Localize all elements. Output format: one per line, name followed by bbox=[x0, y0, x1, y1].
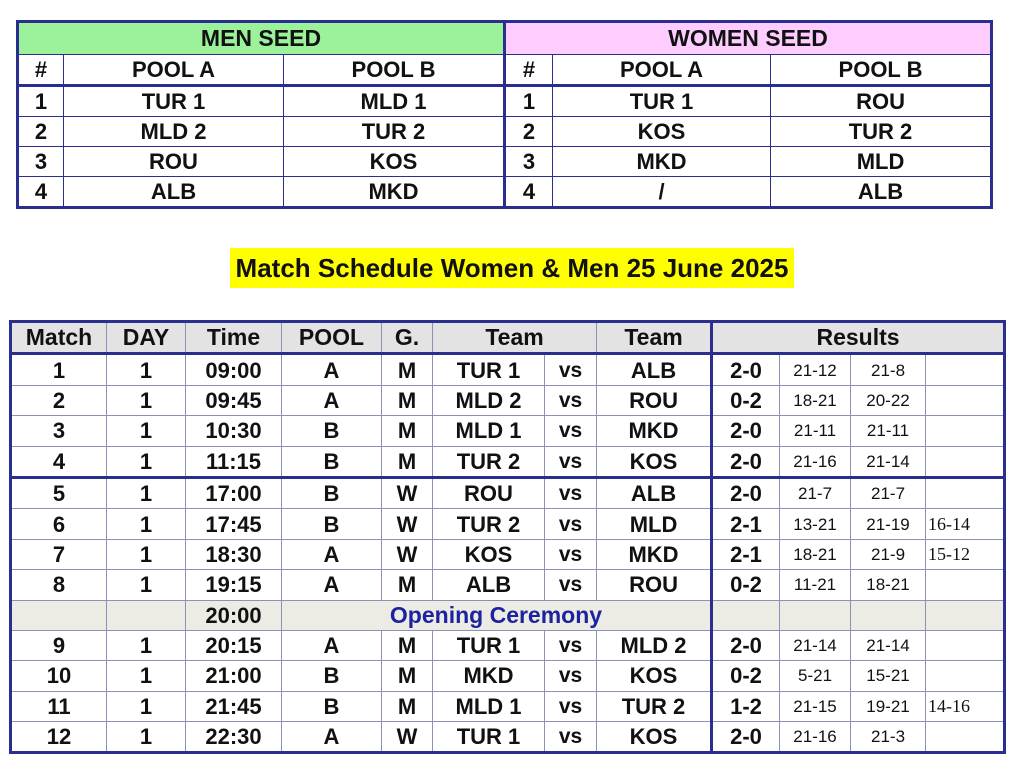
ceremony-empty-cell bbox=[851, 600, 926, 630]
match-number: 8 bbox=[11, 570, 107, 600]
women-seed-num: 2 bbox=[505, 117, 553, 147]
set-3-score bbox=[926, 385, 1005, 415]
set-3-score bbox=[926, 722, 1005, 753]
match-result: 2-1 bbox=[712, 509, 780, 539]
team-2: MKD bbox=[597, 539, 712, 569]
ceremony-label: Opening Ceremony bbox=[282, 600, 712, 630]
match-pool: A bbox=[282, 570, 382, 600]
match-gender: M bbox=[382, 446, 433, 477]
match-day: 1 bbox=[107, 539, 186, 569]
team-2: KOS bbox=[597, 446, 712, 477]
match-gender: M bbox=[382, 354, 433, 385]
match-row bbox=[11, 630, 1005, 660]
set-2-score: 20-22 bbox=[851, 385, 926, 415]
vs-label: vs bbox=[545, 509, 597, 539]
vs-label: vs bbox=[545, 630, 597, 660]
team-2: MLD 2 bbox=[597, 630, 712, 660]
schedule-table bbox=[9, 320, 1006, 754]
schedule-header-row bbox=[11, 322, 1005, 354]
match-day: 1 bbox=[107, 570, 186, 600]
match-result: 2-0 bbox=[712, 630, 780, 660]
match-day: 1 bbox=[107, 661, 186, 691]
set-3-score bbox=[926, 416, 1005, 446]
match-gender: W bbox=[382, 509, 433, 539]
seed-column-header-row bbox=[18, 55, 992, 86]
match-time: 21:00 bbox=[186, 661, 282, 691]
match-gender: M bbox=[382, 630, 433, 660]
vs-label: vs bbox=[545, 416, 597, 446]
team-2: MLD bbox=[597, 509, 712, 539]
set-2-score: 21-14 bbox=[851, 630, 926, 660]
women-pool-a-team: MKD bbox=[553, 147, 771, 177]
match-gender: M bbox=[382, 691, 433, 721]
match-number: 6 bbox=[11, 509, 107, 539]
ceremony-time: 20:00 bbox=[186, 600, 282, 630]
match-row bbox=[11, 446, 1005, 477]
match-row bbox=[11, 509, 1005, 539]
set-1-score: 21-12 bbox=[780, 354, 851, 385]
day-header: DAY bbox=[107, 322, 186, 354]
match-day: 1 bbox=[107, 416, 186, 446]
men-pool-b-team: MLD 1 bbox=[284, 86, 505, 117]
match-header: Match bbox=[11, 322, 107, 354]
match-pool: A bbox=[282, 630, 382, 660]
match-result: 2-0 bbox=[712, 446, 780, 477]
time-header: Time bbox=[186, 322, 282, 354]
team-1: KOS bbox=[433, 539, 545, 569]
team-2: ROU bbox=[597, 570, 712, 600]
team-1: MLD 1 bbox=[433, 416, 545, 446]
match-day: 1 bbox=[107, 630, 186, 660]
match-time: 19:15 bbox=[186, 570, 282, 600]
set-3-score: 15-12 bbox=[926, 539, 1005, 569]
match-row bbox=[11, 539, 1005, 569]
match-row bbox=[11, 416, 1005, 446]
match-row bbox=[11, 722, 1005, 753]
match-gender: M bbox=[382, 416, 433, 446]
ceremony-empty-cell bbox=[780, 600, 851, 630]
seed-row bbox=[18, 117, 992, 147]
team-1: TUR 2 bbox=[433, 446, 545, 477]
women-seed-num: 4 bbox=[505, 177, 553, 208]
women-pool-a-header: POOL A bbox=[553, 55, 771, 86]
set-3-score bbox=[926, 477, 1005, 508]
seed-row bbox=[18, 147, 992, 177]
men-pool-a-team: ALB bbox=[64, 177, 284, 208]
men-pool-b-team: KOS bbox=[284, 147, 505, 177]
team-2: ALB bbox=[597, 477, 712, 508]
schedule-title-wrap bbox=[0, 248, 1024, 288]
match-number: 12 bbox=[11, 722, 107, 753]
match-result: 2-1 bbox=[712, 539, 780, 569]
ceremony-empty-cell bbox=[712, 600, 780, 630]
match-time: 17:00 bbox=[186, 477, 282, 508]
set-2-score: 21-9 bbox=[851, 539, 926, 569]
vs-label: vs bbox=[545, 446, 597, 477]
ceremony-empty-cell bbox=[107, 600, 186, 630]
set-2-score: 21-11 bbox=[851, 416, 926, 446]
set-1-score: 13-21 bbox=[780, 509, 851, 539]
match-pool: B bbox=[282, 477, 382, 508]
vs-label: vs bbox=[545, 661, 597, 691]
set-1-score: 21-16 bbox=[780, 446, 851, 477]
team-1: TUR 2 bbox=[433, 509, 545, 539]
match-result: 0-2 bbox=[712, 570, 780, 600]
men-pool-a-team: MLD 2 bbox=[64, 117, 284, 147]
men-pool-a-header: POOL A bbox=[64, 55, 284, 86]
schedule-title: Match Schedule Women & Men 25 June 2025 bbox=[230, 248, 795, 288]
match-day: 1 bbox=[107, 477, 186, 508]
set-2-score: 21-14 bbox=[851, 446, 926, 477]
women-pool-b-team: TUR 2 bbox=[771, 117, 992, 147]
match-pool: B bbox=[282, 661, 382, 691]
seed-header-row bbox=[18, 22, 992, 55]
match-result: 0-2 bbox=[712, 661, 780, 691]
match-pool: B bbox=[282, 446, 382, 477]
team-1: MLD 2 bbox=[433, 385, 545, 415]
match-time: 09:00 bbox=[186, 354, 282, 385]
match-time: 20:15 bbox=[186, 630, 282, 660]
set-2-score: 18-21 bbox=[851, 570, 926, 600]
set-2-score: 21-19 bbox=[851, 509, 926, 539]
match-row bbox=[11, 570, 1005, 600]
set-1-score: 21-14 bbox=[780, 630, 851, 660]
team-1: ROU bbox=[433, 477, 545, 508]
team-1: TUR 1 bbox=[433, 354, 545, 385]
match-time: 09:45 bbox=[186, 385, 282, 415]
match-number: 4 bbox=[11, 446, 107, 477]
match-gender: M bbox=[382, 385, 433, 415]
ceremony-empty-cell bbox=[11, 600, 107, 630]
pool-header: POOL bbox=[282, 322, 382, 354]
team-2: KOS bbox=[597, 722, 712, 753]
set-3-score bbox=[926, 661, 1005, 691]
match-number: 11 bbox=[11, 691, 107, 721]
match-row bbox=[11, 691, 1005, 721]
match-time: 18:30 bbox=[186, 539, 282, 569]
set-1-score: 11-21 bbox=[780, 570, 851, 600]
women-num-header: # bbox=[505, 55, 553, 86]
match-result: 2-0 bbox=[712, 477, 780, 508]
set-1-score: 5-21 bbox=[780, 661, 851, 691]
match-result: 2-0 bbox=[712, 416, 780, 446]
set-3-score bbox=[926, 446, 1005, 477]
match-day: 1 bbox=[107, 385, 186, 415]
match-row bbox=[11, 385, 1005, 415]
match-time: 22:30 bbox=[186, 722, 282, 753]
team-2: TUR 2 bbox=[597, 691, 712, 721]
gender-header: G. bbox=[382, 322, 433, 354]
set-2-score: 21-7 bbox=[851, 477, 926, 508]
match-number: 5 bbox=[11, 477, 107, 508]
ceremony-row bbox=[11, 600, 1005, 630]
match-gender: W bbox=[382, 722, 433, 753]
results-header: Results bbox=[712, 322, 1005, 354]
ceremony-empty-cell bbox=[926, 600, 1005, 630]
women-seed-num: 1 bbox=[505, 86, 553, 117]
team-2: ALB bbox=[597, 354, 712, 385]
vs-label: vs bbox=[545, 477, 597, 508]
match-gender: M bbox=[382, 570, 433, 600]
vs-label: vs bbox=[545, 722, 597, 753]
team-1: TUR 1 bbox=[433, 722, 545, 753]
match-number: 10 bbox=[11, 661, 107, 691]
match-day: 1 bbox=[107, 509, 186, 539]
match-result: 1-2 bbox=[712, 691, 780, 721]
set-1-score: 18-21 bbox=[780, 539, 851, 569]
women-pool-a-team: TUR 1 bbox=[553, 86, 771, 117]
men-seed-num: 2 bbox=[18, 117, 64, 147]
women-pool-b-team: ROU bbox=[771, 86, 992, 117]
team-1: ALB bbox=[433, 570, 545, 600]
team-1: TUR 1 bbox=[433, 630, 545, 660]
set-2-score: 21-3 bbox=[851, 722, 926, 753]
men-seed-header: MEN SEED bbox=[18, 22, 505, 55]
set-1-score: 18-21 bbox=[780, 385, 851, 415]
set-1-score: 21-16 bbox=[780, 722, 851, 753]
match-day: 1 bbox=[107, 354, 186, 385]
set-2-score: 19-21 bbox=[851, 691, 926, 721]
match-day: 1 bbox=[107, 446, 186, 477]
team-1: MKD bbox=[433, 661, 545, 691]
team2-header: Team bbox=[597, 322, 712, 354]
team-2: MKD bbox=[597, 416, 712, 446]
match-result: 2-0 bbox=[712, 354, 780, 385]
match-time: 17:45 bbox=[186, 509, 282, 539]
men-seed-num: 4 bbox=[18, 177, 64, 208]
set-3-score: 16-14 bbox=[926, 509, 1005, 539]
match-pool: A bbox=[282, 385, 382, 415]
women-pool-a-team: KOS bbox=[553, 117, 771, 147]
seed-row bbox=[18, 86, 992, 117]
match-result: 0-2 bbox=[712, 385, 780, 415]
match-row bbox=[11, 661, 1005, 691]
match-pool: B bbox=[282, 509, 382, 539]
match-day: 1 bbox=[107, 722, 186, 753]
match-pool: A bbox=[282, 354, 382, 385]
women-pool-b-header: POOL B bbox=[771, 55, 992, 86]
match-pool: B bbox=[282, 691, 382, 721]
women-pool-b-team: MLD bbox=[771, 147, 992, 177]
men-pool-a-team: ROU bbox=[64, 147, 284, 177]
match-time: 21:45 bbox=[186, 691, 282, 721]
set-2-score: 21-8 bbox=[851, 354, 926, 385]
team-1: MLD 1 bbox=[433, 691, 545, 721]
team-2: ROU bbox=[597, 385, 712, 415]
match-gender: W bbox=[382, 477, 433, 508]
match-result: 2-0 bbox=[712, 722, 780, 753]
women-seed-header: WOMEN SEED bbox=[505, 22, 992, 55]
vs-label: vs bbox=[545, 691, 597, 721]
seed-row bbox=[18, 177, 992, 208]
match-number: 9 bbox=[11, 630, 107, 660]
match-pool: B bbox=[282, 416, 382, 446]
women-pool-a-team: / bbox=[553, 177, 771, 208]
match-pool: A bbox=[282, 539, 382, 569]
match-gender: M bbox=[382, 661, 433, 691]
match-number: 1 bbox=[11, 354, 107, 385]
team1-header: Team bbox=[433, 322, 597, 354]
women-seed-num: 3 bbox=[505, 147, 553, 177]
set-3-score bbox=[926, 630, 1005, 660]
match-number: 2 bbox=[11, 385, 107, 415]
match-time: 11:15 bbox=[186, 446, 282, 477]
match-gender: W bbox=[382, 539, 433, 569]
match-pool: A bbox=[282, 722, 382, 753]
vs-label: vs bbox=[545, 570, 597, 600]
men-pool-b-team: MKD bbox=[284, 177, 505, 208]
men-seed-num: 1 bbox=[18, 86, 64, 117]
men-pool-a-team: TUR 1 bbox=[64, 86, 284, 117]
set-3-score: 14-16 bbox=[926, 691, 1005, 721]
set-1-score: 21-7 bbox=[780, 477, 851, 508]
men-pool-b-team: TUR 2 bbox=[284, 117, 505, 147]
match-row bbox=[11, 477, 1005, 508]
men-num-header: # bbox=[18, 55, 64, 86]
match-time: 10:30 bbox=[186, 416, 282, 446]
set-1-score: 21-15 bbox=[780, 691, 851, 721]
team-2: KOS bbox=[597, 661, 712, 691]
seed-table bbox=[16, 20, 993, 209]
match-day: 1 bbox=[107, 691, 186, 721]
set-3-score bbox=[926, 570, 1005, 600]
women-pool-b-team: ALB bbox=[771, 177, 992, 208]
vs-label: vs bbox=[545, 539, 597, 569]
men-pool-b-header: POOL B bbox=[284, 55, 505, 86]
vs-label: vs bbox=[545, 385, 597, 415]
match-number: 3 bbox=[11, 416, 107, 446]
match-number: 7 bbox=[11, 539, 107, 569]
set-1-score: 21-11 bbox=[780, 416, 851, 446]
set-3-score bbox=[926, 354, 1005, 385]
set-2-score: 15-21 bbox=[851, 661, 926, 691]
match-row bbox=[11, 354, 1005, 385]
men-seed-num: 3 bbox=[18, 147, 64, 177]
vs-label: vs bbox=[545, 354, 597, 385]
